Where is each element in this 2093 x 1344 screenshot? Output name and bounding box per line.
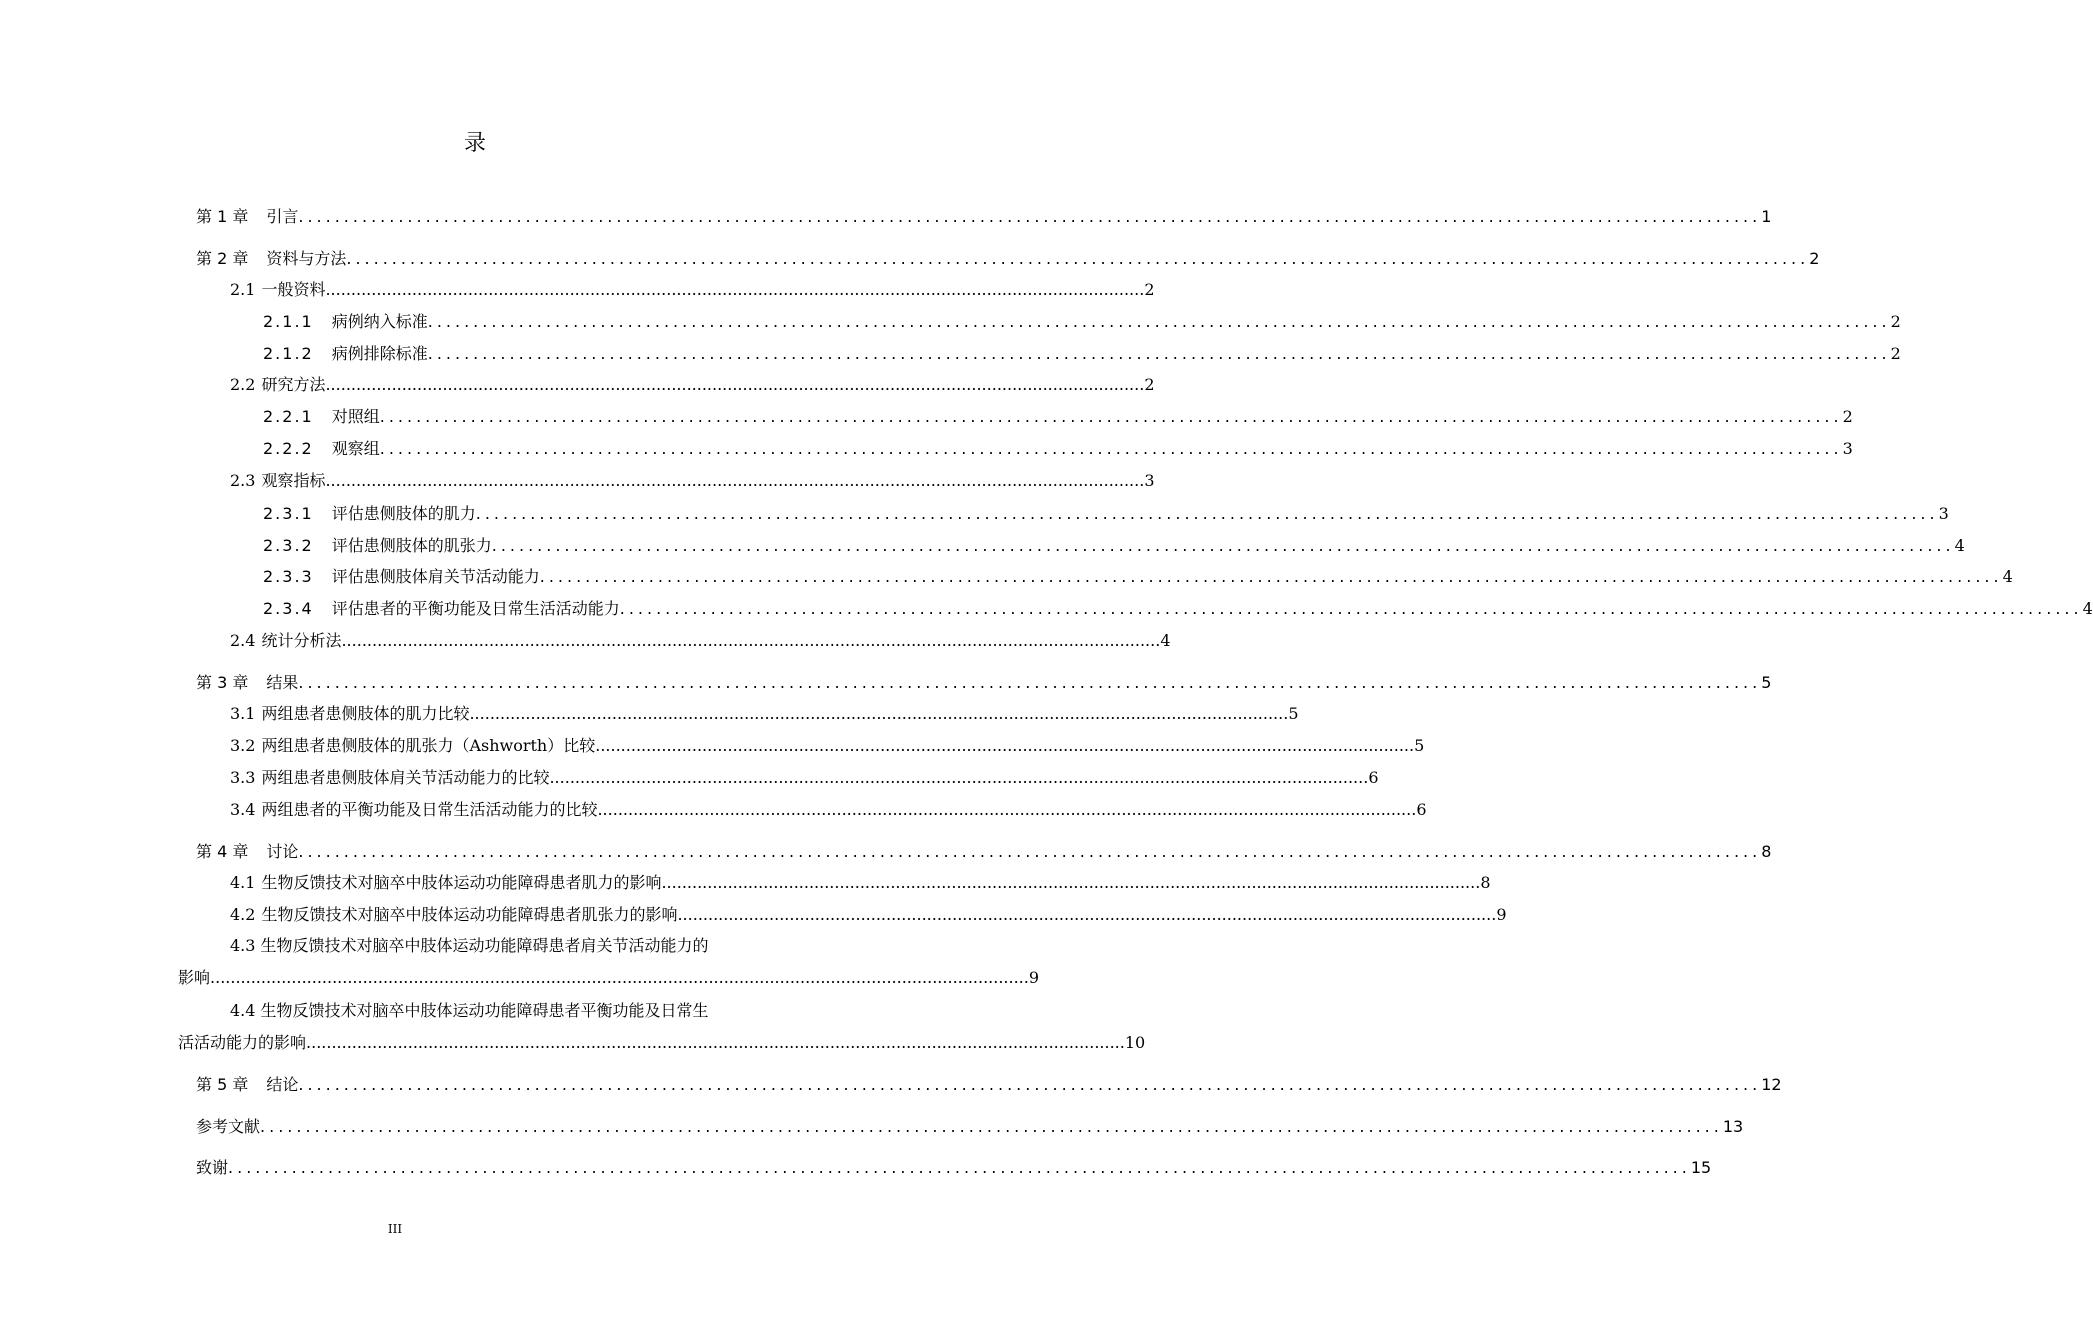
toc-page-number: 5 xyxy=(1414,736,1425,755)
toc-section-2-3[interactable] xyxy=(230,468,1155,491)
toc-section-label-cont: 活活动能力的影响 xyxy=(178,1033,307,1052)
toc-subsection-2-3-3[interactable] xyxy=(263,564,2013,587)
toc-section-number: 3.4 xyxy=(230,800,256,819)
toc-subsection-label: 评估患侧肢体的肌力 xyxy=(331,504,476,523)
toc-subsection-2-3-1[interactable] xyxy=(263,501,1949,524)
toc-page-number: 6 xyxy=(1416,800,1427,819)
toc-page-number: 1 xyxy=(1761,207,1772,226)
toc-leader: ................................................................................................................................................................. xyxy=(228,1158,1691,1177)
toc-page-number: 4 xyxy=(2002,567,2013,586)
toc-leader: ................................................................................................................................................................. xyxy=(298,842,1762,861)
toc-section-2-2[interactable] xyxy=(230,372,1155,395)
toc-subsection-number: 2.2.1 xyxy=(263,407,314,426)
toc-subsection-label: 评估患侧肢体肩关节活动能力 xyxy=(331,567,540,586)
toc-page-number: 12 xyxy=(1761,1075,1782,1094)
toc-page-number: 15 xyxy=(1690,1158,1712,1177)
toc-section-4-3-line1[interactable] xyxy=(230,933,709,956)
toc-section-number: 3.2 xyxy=(230,736,256,755)
toc-page-number: 5 xyxy=(1288,704,1299,723)
toc-section-label: 生物反馈技术对脑卒中肢体运动功能障碍患者肩关节活动能力的 xyxy=(260,936,709,955)
toc-leader: ................................................................................................................................................................. xyxy=(298,673,1762,692)
toc-chapter-label: 资料与方法 xyxy=(266,249,347,268)
toc-chapter-5[interactable] xyxy=(196,1072,1782,1095)
toc-section-number: 3.3 xyxy=(230,768,256,787)
toc-leader: ................................................................................................................................................................. xyxy=(306,1033,1125,1052)
toc-section-label: 生物反馈技术对脑卒中肢体运动功能障碍患者肌力的影响 xyxy=(261,873,662,892)
toc-leader: ................................................................................................................................................................. xyxy=(427,312,1891,331)
toc-page-number: 6 xyxy=(1368,768,1379,787)
toc-page-number: 2 xyxy=(1809,249,1820,268)
toc-page-number: 2 xyxy=(1890,312,1901,331)
toc-page-number: 10 xyxy=(1124,1033,1146,1052)
toc-leader: ................................................................................................................................................................. xyxy=(595,736,1415,755)
toc-chapter-number: 第 2 章 xyxy=(196,249,249,268)
toc-section-3-1[interactable] xyxy=(230,701,1299,724)
toc-section-number: 4.3 xyxy=(230,936,256,955)
toc-subsection-number: 2.1.2 xyxy=(263,344,314,363)
toc-subsection-number: 2.3.1 xyxy=(263,504,314,523)
toc-page-number: 8 xyxy=(1480,873,1491,892)
toc-section-label: 生物反馈技术对脑卒中肢体运动功能障碍患者肌张力的影响 xyxy=(261,905,678,924)
toc-section-4-4-line2[interactable] xyxy=(178,1030,1146,1053)
toc-page-number: 5 xyxy=(1761,673,1772,692)
toc-subsection-2-2-1[interactable] xyxy=(263,404,1853,427)
toc-chapter-1[interactable] xyxy=(196,204,1772,227)
toc-leader: ................................................................................................................................................................. xyxy=(597,800,1417,819)
toc-leader: ................................................................................................................................................................. xyxy=(475,504,1939,523)
toc-subsection-2-3-4[interactable] xyxy=(263,596,2093,619)
toc-subsection-2-1-2[interactable] xyxy=(263,341,1901,364)
toc-leader: ................................................................................................................................................................. xyxy=(260,1117,1723,1136)
toc-chapter-label: 结论 xyxy=(266,1075,299,1094)
toc-section-number: 3.1 xyxy=(230,704,256,723)
toc-leader: ................................................................................................................................................................. xyxy=(427,344,1891,363)
toc-leader: ................................................................................................................................................................. xyxy=(325,280,1145,299)
toc-section-number: 2.4 xyxy=(230,631,256,650)
toc-subsection-number: 2.3.2 xyxy=(263,536,314,555)
toc-subsection-2-1-1[interactable] xyxy=(263,309,1901,332)
toc-subsection-label: 观察组 xyxy=(331,439,380,458)
toc-section-3-2[interactable] xyxy=(230,733,1425,756)
toc-subsection-number: 2.2.2 xyxy=(263,439,314,458)
toc-section-label-cont: 影响 xyxy=(178,968,211,987)
toc-chapter-number: 第 3 章 xyxy=(196,673,249,692)
toc-page-number: 2 xyxy=(1842,407,1853,426)
toc-section-4-3-line2[interactable] xyxy=(178,965,1040,988)
toc-section-number: 2.3 xyxy=(230,471,256,490)
toc-subsection-2-3-2[interactable] xyxy=(263,533,1965,556)
toc-leader: ................................................................................................................................................................. xyxy=(210,968,1029,987)
toc-page-number: 9 xyxy=(1028,968,1040,987)
toc-page-number: 13 xyxy=(1722,1117,1744,1136)
page-footer-number: III xyxy=(387,1222,403,1236)
toc-chapter-number: 第 1 章 xyxy=(196,207,249,226)
toc-chapter-label: 结果 xyxy=(266,673,299,692)
toc-section-number: 2.1 xyxy=(230,280,256,299)
toc-subsection-label: 评估患侧肢体的肌张力 xyxy=(331,536,492,555)
toc-leader: ................................................................................................................................................................. xyxy=(379,407,1843,426)
toc-leader: ................................................................................................................................................................. xyxy=(379,439,1843,458)
toc-section-3-4[interactable] xyxy=(230,797,1427,820)
toc-acknowledgements[interactable] xyxy=(196,1155,1712,1178)
toc-page-number: 4 xyxy=(1160,631,1171,650)
toc-section-4-1[interactable] xyxy=(230,870,1491,893)
toc-leader: ................................................................................................................................................................. xyxy=(298,207,1762,226)
toc-chapter-number: 第 4 章 xyxy=(196,842,249,861)
toc-subsection-number: 2.1.1 xyxy=(263,312,314,331)
toc-page-number: 9 xyxy=(1496,905,1507,924)
toc-subsection-label: 对照组 xyxy=(331,407,380,426)
toc-page-number: 2 xyxy=(1144,280,1155,299)
toc-page-number: 4 xyxy=(1954,536,1965,555)
toc-section-2-4[interactable] xyxy=(230,628,1171,651)
toc-page-number: 8 xyxy=(1761,842,1772,861)
toc-references[interactable] xyxy=(196,1114,1744,1137)
toc-subsection-label: 评估患者的平衡功能及日常生活活动能力 xyxy=(331,599,620,618)
toc-leader: ................................................................................................................................................................. xyxy=(298,1075,1762,1094)
toc-section-3-3[interactable] xyxy=(230,765,1379,788)
toc-leader: ................................................................................................................................................................. xyxy=(325,375,1145,394)
toc-section-label: 生物反馈技术对脑卒中肢体运动功能障碍患者平衡功能及日常生 xyxy=(260,1001,709,1020)
toc-section-label: 观察指标 xyxy=(261,471,326,490)
toc-leader: ................................................................................................................................................................. xyxy=(677,905,1497,924)
toc-section-number: 4.4 xyxy=(230,1001,256,1020)
page-title: 录 xyxy=(463,131,486,156)
toc-page-number: 4 xyxy=(2082,599,2093,618)
toc-leader: ................................................................................................................................................................. xyxy=(619,599,2083,618)
toc-page-number: 3 xyxy=(1938,504,1949,523)
toc-chapter-label: 致谢 xyxy=(196,1158,229,1177)
toc-leader: ................................................................................................................................................................. xyxy=(539,567,2003,586)
toc-leader: ................................................................................................................................................................. xyxy=(491,536,1955,555)
toc-section-label: 两组患者患侧肢体的肌张力（Ashworth）比较 xyxy=(261,736,596,755)
toc-section-number: 2.2 xyxy=(230,375,256,394)
toc-section-label: 两组患者的平衡功能及日常生活活动能力的比较 xyxy=(261,800,598,819)
toc-subsection-2-2-2[interactable] xyxy=(263,436,1853,459)
toc-section-label: 研究方法 xyxy=(261,375,326,394)
toc-chapter-label: 参考文献 xyxy=(196,1117,261,1136)
toc-chapter-3[interactable] xyxy=(196,670,1772,693)
toc-subsection-label: 病例排除标准 xyxy=(331,344,428,363)
toc-section-4-4-line1[interactable] xyxy=(230,998,709,1021)
toc-leader: ................................................................................................................................................................. xyxy=(549,768,1369,787)
toc-subsection-label: 病例纳入标准 xyxy=(331,312,428,331)
toc-page-number: 3 xyxy=(1842,439,1853,458)
toc-section-label: 两组患者患侧肢体肩关节活动能力的比较 xyxy=(261,768,550,787)
toc-section-2-1[interactable] xyxy=(230,277,1155,300)
toc-page-number: 2 xyxy=(1890,344,1901,363)
toc-chapter-4[interactable] xyxy=(196,839,1772,862)
toc-subsection-number: 2.3.3 xyxy=(263,567,314,586)
toc-chapter-label: 讨论 xyxy=(266,842,299,861)
toc-chapter-label: 引言 xyxy=(266,207,299,226)
toc-leader: ................................................................................................................................................................. xyxy=(661,873,1481,892)
toc-page-number: 3 xyxy=(1144,471,1155,490)
toc-chapter-2[interactable] xyxy=(196,246,1820,269)
toc-section-number: 4.1 xyxy=(230,873,256,892)
toc-section-label: 一般资料 xyxy=(261,280,326,299)
toc-leader: ................................................................................................................................................................. xyxy=(341,631,1161,650)
toc-section-label: 两组患者患侧肢体的肌力比较 xyxy=(261,704,470,723)
toc-leader: ................................................................................................................................................................. xyxy=(469,704,1289,723)
toc-section-number: 4.2 xyxy=(230,905,256,924)
toc-leader: ................................................................................................................................................................. xyxy=(325,471,1145,490)
toc-section-label: 统计分析法 xyxy=(261,631,342,650)
toc-chapter-number: 第 5 章 xyxy=(196,1075,249,1094)
toc-page-number: 2 xyxy=(1144,375,1155,394)
toc-subsection-number: 2.3.4 xyxy=(263,599,314,618)
toc-leader: ................................................................................................................................................................. xyxy=(346,249,1810,268)
toc-section-4-2[interactable] xyxy=(230,902,1507,925)
